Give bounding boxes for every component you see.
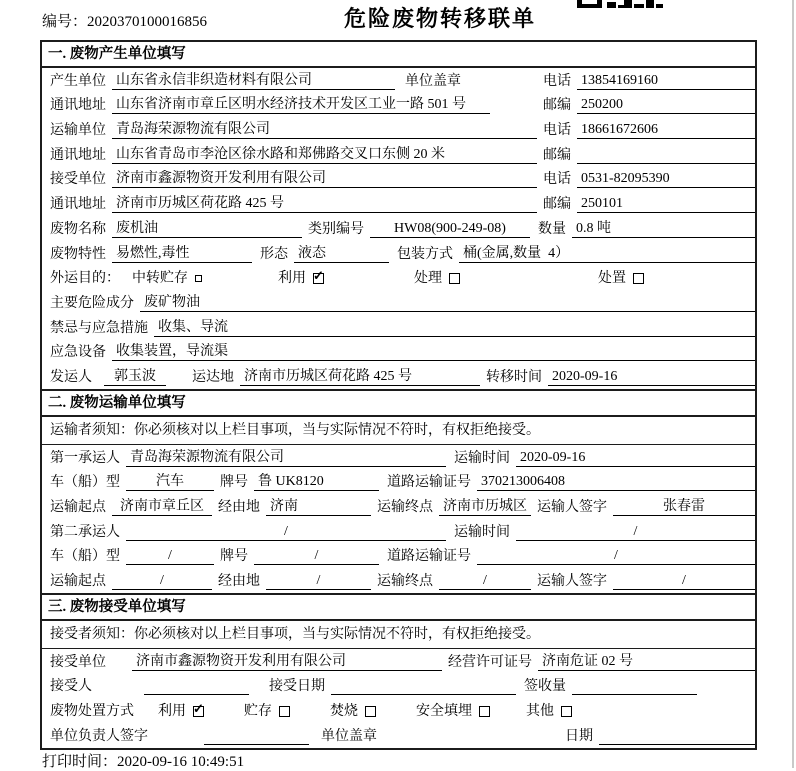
form-row	[42, 93, 755, 118]
field-label: 道路运输证号	[387, 549, 471, 565]
field-label: 主要危险成分	[50, 295, 134, 311]
checkbox-label: 其他	[526, 704, 554, 720]
checkbox-item	[330, 703, 376, 720]
checkbox-item	[244, 703, 290, 720]
field-label: 电话	[543, 123, 571, 139]
field-value: /	[266, 572, 371, 590]
form-row	[42, 241, 755, 266]
section-receiver	[42, 593, 755, 748]
field-label: 道路运输证号	[387, 475, 471, 491]
field-value	[572, 678, 697, 695]
checkbox-empty-icon	[479, 706, 490, 717]
serial-label: 编号：	[42, 14, 88, 30]
checkbox-item	[278, 270, 324, 287]
field-value: 收集装置，导流渠	[112, 343, 755, 361]
section-producer	[42, 42, 755, 389]
field-value: 汽车	[126, 473, 214, 491]
field-value: /	[613, 572, 755, 590]
field-value	[144, 678, 249, 695]
field-value: 山东省济南市章丘区明水经济技术开发区工业一路 501 号	[112, 96, 490, 114]
qr-block	[646, 0, 654, 8]
checkbox-empty-icon	[633, 273, 644, 284]
field-value: 济南危证 02 号	[538, 653, 755, 671]
field-label: 邮编	[543, 147, 571, 163]
field-label: 发运人	[50, 369, 92, 385]
field-label: 运输人签字	[537, 574, 607, 590]
checkbox-item	[526, 703, 572, 720]
field-label: 接受人	[50, 679, 92, 695]
field-label: 类别编号	[308, 221, 364, 237]
checkbox-empty-icon	[365, 706, 376, 717]
form-row	[42, 167, 755, 192]
field-value: 收集、导流	[154, 319, 755, 337]
field-label: 运达地	[192, 369, 234, 385]
field-value: 18661672606	[577, 121, 755, 139]
field-label: 形态	[260, 246, 288, 262]
field-label: 牌号	[220, 475, 248, 491]
field-value: 0531-82095390	[577, 170, 755, 188]
notice-text: 运输者须知：你必须核对以上栏目事项，当与实际情况不符时，有权拒绝接受。	[42, 417, 755, 445]
qr-code-fragment-icon	[577, 0, 667, 9]
checkbox-label: 中转贮存	[132, 271, 188, 287]
form-row	[42, 568, 755, 593]
field-label: 运输单位	[50, 123, 106, 139]
field-value: 250200	[577, 96, 755, 114]
field-label: 车（船）型	[50, 549, 120, 565]
form-row	[42, 674, 755, 699]
section-transporter	[42, 389, 755, 593]
field-label: 通讯地址	[50, 98, 106, 114]
field-value: 370213006408	[477, 473, 755, 491]
form-row	[42, 494, 755, 519]
field-value: 青岛海荣源物流有限公司	[112, 121, 537, 139]
field-value: 济南市鑫源物资开发利用有限公司	[132, 653, 442, 671]
field-label: 废物特性	[50, 246, 106, 262]
field-value: 山东省永信非织造材料有限公司	[112, 72, 395, 90]
field-label: 应急设备	[50, 345, 106, 361]
form-row	[42, 364, 755, 389]
field-label: 单位盖章	[321, 728, 377, 744]
field-value: 易燃性,毒性	[112, 245, 252, 263]
field-label: 禁忌与应急措施	[50, 320, 148, 336]
field-value	[204, 728, 309, 745]
field-label: 经营许可证号	[448, 654, 532, 670]
field-value: 2020-09-16	[516, 449, 755, 467]
field-value: 济南市历城区荷花路 425 号	[112, 195, 537, 213]
field-label: 牌号	[220, 549, 248, 565]
field-value: 液态	[294, 245, 389, 263]
field-value: 济南市鑫源物资开发利用有限公司	[112, 170, 537, 188]
checkbox-item	[598, 270, 644, 287]
checkbox-label: 处理	[414, 271, 442, 287]
checkbox-label: 处置	[598, 271, 626, 287]
checkbox-checked-icon	[313, 273, 324, 284]
field-value: 济南市历城区荷花路 425 号	[240, 368, 480, 386]
print-time-label: 打印时间：	[42, 754, 118, 770]
field-label: 电话	[543, 73, 571, 89]
field-value: /	[516, 523, 755, 541]
field-label: 运输时间	[454, 450, 510, 466]
field-label: 运输时间	[454, 524, 510, 540]
checkbox-empty-icon	[449, 273, 460, 284]
field-value: /	[126, 547, 214, 565]
form-row	[42, 142, 755, 167]
checkbox-label: 焚烧	[330, 704, 358, 720]
field-label: 单位盖章	[405, 73, 461, 89]
checkbox-label: 安全填埋	[416, 704, 472, 720]
section-header: 三. 废物接受单位填写	[42, 593, 755, 621]
form-row	[42, 191, 755, 216]
form-row	[42, 216, 755, 241]
section-header: 一. 废物产生单位填写	[42, 42, 755, 68]
qr-block	[624, 0, 632, 8]
field-value: /	[126, 523, 446, 541]
form-row	[42, 698, 755, 723]
field-value: 青岛海荣源物流有限公司	[126, 449, 446, 467]
checkbox-item	[414, 270, 460, 287]
form-row	[42, 340, 755, 365]
field-label: 签收量	[524, 679, 566, 695]
field-value: /	[254, 547, 379, 565]
checkbox-checked-icon	[193, 706, 204, 717]
notice-text: 接受者须知：你必须核对以上栏目事项，当与实际情况不符时，有权拒绝接受。	[42, 621, 755, 649]
checkbox-item	[416, 703, 490, 720]
field-label: 电话	[543, 172, 571, 188]
checkbox-item	[132, 270, 202, 287]
field-label: 单位负责人签字	[50, 728, 148, 744]
form-table	[40, 40, 757, 750]
field-value: 郭玉波	[104, 368, 166, 386]
serial-value: 2020370100016856	[87, 14, 208, 30]
print-time-value: 2020-09-16 10:49:51	[117, 754, 245, 770]
field-value: /	[439, 572, 531, 590]
field-value: 张春雷	[613, 498, 755, 516]
field-label: 邮编	[543, 197, 571, 213]
field-label: 接受单位	[50, 172, 106, 188]
field-label: 产生单位	[50, 73, 106, 89]
field-value: 13854169160	[577, 72, 755, 90]
field-label: 经由地	[218, 574, 260, 590]
page-right-edge	[792, 0, 794, 768]
checkbox-empty-icon	[195, 275, 202, 282]
checkbox-label: 利用	[158, 704, 186, 720]
field-label: 转移时间	[486, 369, 542, 385]
section-header: 二. 废物运输单位填写	[42, 389, 755, 417]
qr-block	[656, 4, 663, 8]
qr-block	[577, 0, 602, 8]
field-label: 运输终点	[377, 574, 433, 590]
field-value	[599, 728, 755, 745]
field-label: 数量	[538, 221, 566, 237]
field-value: 鲁 UK8120	[254, 473, 379, 491]
field-label: 经由地	[218, 500, 260, 515]
field-label: 第二承运人	[50, 524, 120, 540]
checkbox-label: 利用	[278, 271, 306, 287]
field-value: /	[477, 547, 755, 565]
form-row	[42, 117, 755, 142]
qr-block	[634, 4, 644, 8]
field-label: 运输起点	[50, 500, 106, 515]
field-label: 运输终点	[377, 500, 433, 515]
form-row	[42, 649, 755, 674]
field-value: 2020-09-16	[548, 368, 755, 386]
field-label: 运输人签字	[537, 500, 607, 515]
form-row	[42, 68, 755, 93]
field-value: 250101	[577, 195, 755, 213]
checkbox-item	[158, 703, 204, 720]
field-label: 废物名称	[50, 221, 106, 237]
field-label: 废物处置方式	[50, 704, 134, 720]
checkbox-empty-icon	[561, 706, 572, 717]
field-value: 济南市章丘区	[112, 498, 212, 516]
field-value: 废矿物油	[140, 294, 755, 312]
form-row	[42, 445, 755, 470]
field-label: 通讯地址	[50, 197, 106, 213]
page-title: 危险废物转移联单	[343, 6, 536, 31]
field-label: 包装方式	[397, 246, 453, 262]
form-row	[42, 470, 755, 495]
field-value: 桶(金属,数量 4）	[459, 245, 755, 263]
field-value: 济南	[266, 498, 371, 516]
field-value	[331, 678, 516, 695]
field-label: 日期	[565, 728, 593, 744]
checkbox-empty-icon	[279, 706, 290, 717]
field-value	[577, 147, 755, 164]
checkbox-label: 贮存	[244, 704, 272, 720]
form-row	[42, 266, 755, 291]
field-label: 接受日期	[269, 679, 325, 695]
field-value: 山东省青岛市李沧区徐水路和郑佛路交叉口东侧 20 米	[112, 146, 537, 164]
field-label: 车（船）型	[50, 475, 120, 491]
form-row	[42, 315, 755, 340]
field-label: 运输起点	[50, 574, 106, 590]
field-label: 通讯地址	[50, 147, 106, 163]
field-label: 外运目的：	[50, 271, 120, 287]
qr-block	[607, 2, 616, 8]
form-row	[42, 519, 755, 544]
form-row	[42, 290, 755, 315]
field-label: 邮编	[543, 98, 571, 114]
form-row	[42, 723, 755, 748]
field-label: 第一承运人	[50, 450, 120, 466]
field-value: 济南市历城区	[439, 498, 531, 516]
field-value: 废机油	[112, 220, 302, 238]
field-value: /	[112, 572, 212, 590]
field-label: 接受单位	[50, 654, 106, 670]
field-value: HW08(900-249-08)	[370, 220, 530, 238]
field-value: 0.8 吨	[572, 220, 755, 238]
form-row	[42, 544, 755, 569]
